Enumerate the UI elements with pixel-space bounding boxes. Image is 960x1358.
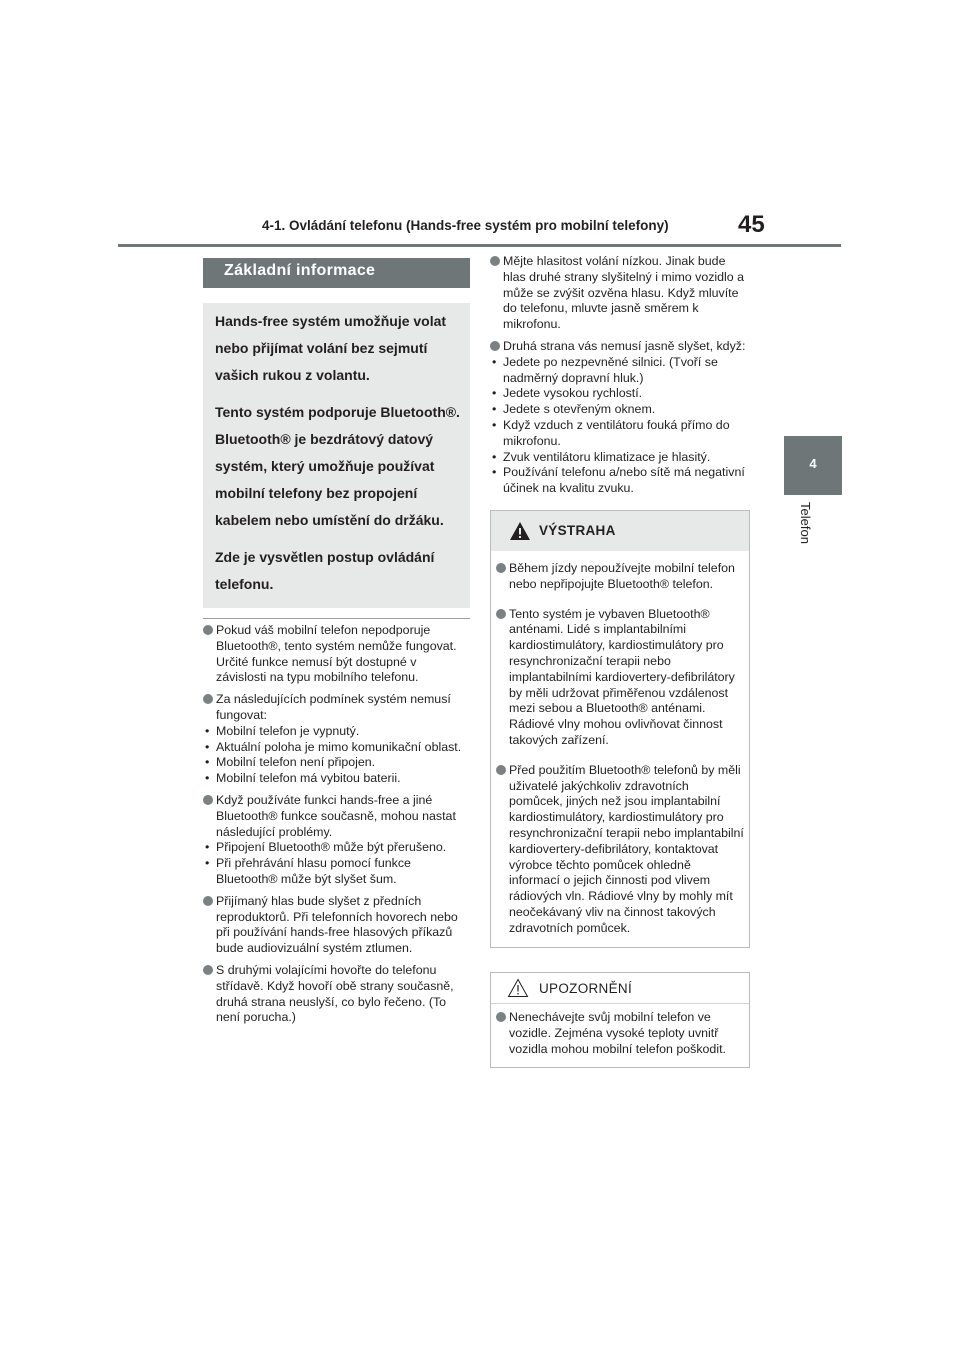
sub-item: • Mobilní telefon je vypnutý.: [205, 723, 360, 738]
section-divider: [203, 618, 470, 619]
warning-item: Během jízdy nepoužívejte mobilní telefon nebo nepřipojujte Bluetooth® telefon.: [496, 561, 744, 593]
note-item: Když používáte funkci hands-free a jiné Bluetooth® funkce současně, mohou nastat následující problémy.: [203, 793, 470, 840]
warning-box: [490, 510, 750, 949]
bullet-dot-icon: [496, 1012, 506, 1022]
chapter-tab[interactable]: [784, 436, 842, 495]
left-column: [203, 258, 470, 1026]
sub-item: • Při přehrávání hlasu pomocí funkce Bluetooth® může být slyšet šum.: [205, 856, 411, 886]
left-notes: [203, 623, 470, 1026]
bullet-dot-icon: [496, 765, 506, 775]
info-heading: Základní informace: [203, 258, 470, 288]
note-item: Pokud váš mobilní telefon nepodporuje Bluetooth®, tento systém nemůže fungovat. Určité funkce nemusí být dostupné v závislosti na typu mobilního telefonu.: [203, 623, 470, 686]
bullet-dot-icon: [203, 625, 213, 635]
section-title: 4-1. Ovládání telefonu (Hands-free systém pro mobilní telefony): [262, 218, 669, 233]
info-paragraph: Zde je vysvětlen postup ovládání telefonu.: [215, 549, 435, 592]
bullet-dot-icon: [490, 256, 500, 266]
warning-item: Tento systém je vybaven Bluetooth® anténami. Lidé s implantabilními kardiostimulátory, kardiostimulátory pro resynchronizační terapii nebo implantabilními kardiovertery-defibrilátory by měli udržovat přiměřenou vzdálenost mezi sebou a Bluetooth® anténami. Rádiové vlny mohou ovlivňovat činnost takových zařízení.: [496, 607, 744, 749]
chapter-number: 4: [809, 456, 817, 471]
chapter-label: [788, 502, 838, 562]
sub-item: • Jedete s otevřeným oknem.: [492, 402, 656, 417]
note-item: S druhými volajícími hovořte do telefonu střídavě. Když hovoří obě strany současně, druhá strana neuslyší, co bylo řečeno. (To není porucha.): [203, 963, 470, 1026]
info-paragraph: Hands-free systém umožňuje volat nebo přijímat volání bez sejmutí vašich rukou z volantu.: [215, 313, 447, 383]
bullet-dot-icon: [203, 965, 213, 975]
sub-item: • Mobilní telefon má vybitou baterii.: [205, 771, 401, 786]
sub-item: • Aktuální poloha je mimo komunikační oblast.: [205, 739, 462, 754]
sub-item: • Zvuk ventilátoru klimatizace je hlasitý.: [492, 449, 711, 464]
sub-item: • Používání telefonu a/nebo sítě má negativní účinek na kvalitu zvuku.: [492, 465, 745, 496]
bullet-dot-icon: [496, 609, 506, 619]
sub-item: • Když vzduch z ventilátoru fouká přímo do mikrofonu.: [492, 417, 730, 448]
bullet-dot-icon: [496, 563, 506, 573]
note-item: Za následujících podmínek systém nemusí fungovat:: [203, 692, 470, 724]
page-number: 45: [738, 211, 765, 238]
info-paragraph: Tento systém podporuje Bluetooth®. Bluetooth® je bezdrátový datový systém, který umožňuje používat mobilní telefony bez propojení kabelem nebo umístění do držáku.: [215, 404, 460, 528]
note-item: Přijímaný hlas bude slyšet z předních reproduktorů. Při telefonních hovorech nebo při používání hands-free hlasových příkazů bude audiovizuální systém ztlumen.: [203, 894, 470, 957]
caution-item: Nenechávejte svůj mobilní telefon ve vozidle. Zejména vysoké teploty uvnitř vozidla mohou mobilní telefon poškodit.: [496, 1010, 744, 1057]
sub-item: • Mobilní telefon není připojen.: [205, 755, 376, 770]
warning-title: VÝSTRAHA: [539, 522, 616, 538]
note-item: Druhá strana vás nemusí jasně slyšet, když:: [490, 339, 750, 355]
bullet-dot-icon: [203, 795, 213, 805]
bullet-dot-icon: [490, 341, 500, 351]
right-column: [490, 254, 750, 1068]
warning-header: [491, 511, 749, 551]
bullet-dot-icon: [203, 896, 213, 906]
chapter-label-text: Telefon: [798, 502, 813, 544]
sub-item: • Jedete vysokou rychlostí.: [492, 386, 643, 401]
warning-item: Před použitím Bluetooth® telefonů by měli uživatelé jakýchkoliv zdravotních pomůcek, jiných než jsou implantabilní kardiostimulátory, kardiostimulátory pro resynchronizační terapii nebo implantabilní kardiovertery-defibrilátory, kontaktovat výrobce těchto pomůcek ohledně informací o jejich činnosti pod vlivem rádiových vln. Rádiové vlny by mohly mít neočekávaný vliv na činnost takových zdravotních pomůcek.: [496, 763, 744, 937]
page-header: [0, 0, 960, 250]
right-notes: [490, 254, 750, 497]
header-divider: [118, 244, 841, 247]
caution-content: [491, 1010, 749, 1066]
sub-item: • Připojení Bluetooth® může být přerušeno.: [205, 840, 447, 855]
sub-item: • Jedete po nezpevněné silnici. (Tvoří se nadměrný dopravní hluk.): [492, 354, 718, 385]
note-item: Mějte hlasitost volání nízkou. Jinak bude hlas druhé strany slyšitelný i mimo vozidlo a může se zvýšit ozvěna hlasu. Když mluvíte do telefonu, mluvte jasně směrem k mikrofonu.: [490, 254, 750, 333]
info-box: [203, 303, 470, 608]
warning-triangle-icon: [509, 521, 531, 541]
caution-title: UPOZORNĚNÍ: [539, 981, 633, 997]
warning-content: [491, 551, 749, 948]
caution-triangle-icon: [507, 978, 529, 998]
caution-box: [490, 972, 750, 1067]
caution-header: [491, 973, 749, 1004]
bullet-dot-icon: [203, 694, 213, 704]
